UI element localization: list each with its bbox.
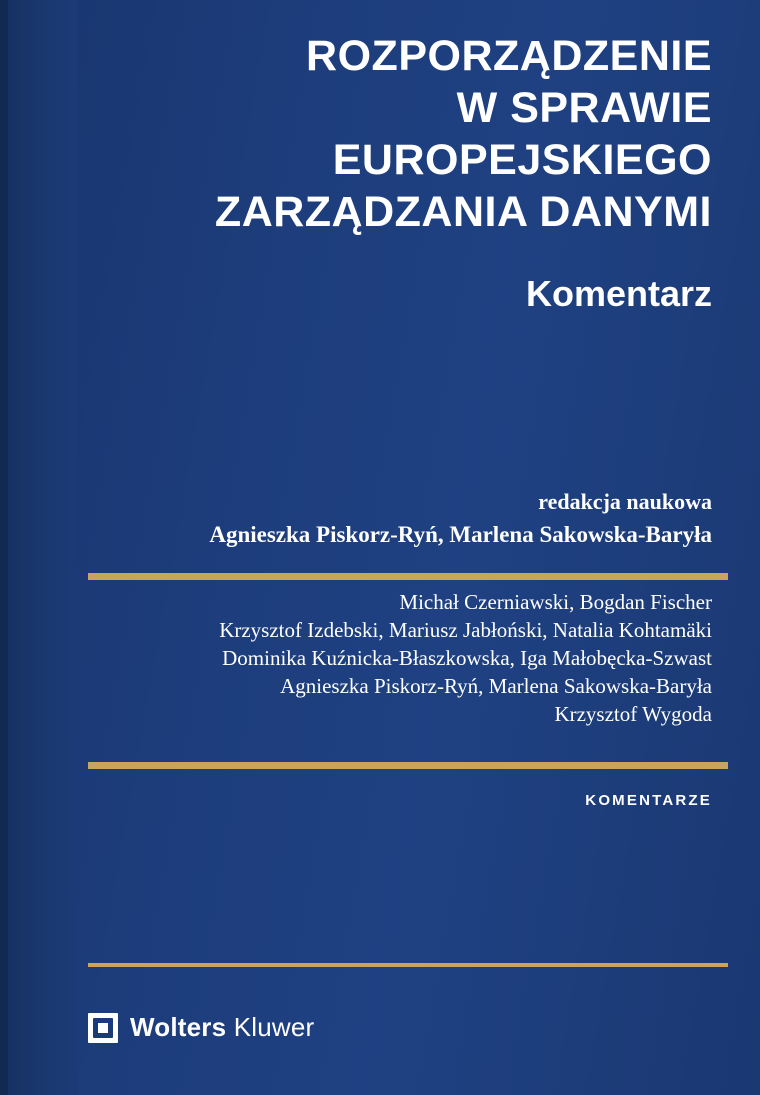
gold-rule-top xyxy=(88,573,728,580)
spine-edge xyxy=(0,0,8,1095)
author-line: Michał Czerniawski, Bogdan Fischer xyxy=(399,590,712,614)
authors-block xyxy=(78,588,738,728)
series-label: KOMENTARZE xyxy=(585,792,712,809)
editors-block xyxy=(78,487,738,551)
publisher-name xyxy=(130,1012,314,1043)
publisher-name-first: Wolters xyxy=(130,1012,227,1042)
publisher-name-second: Kluwer xyxy=(233,1012,315,1042)
publisher-logo xyxy=(88,1012,314,1043)
title-line-4: ZARZĄDZANIA DANYMI xyxy=(214,188,712,236)
author-line: Dominika Kuźnicka-Błaszkowska, Iga Małobęcka-Szwast xyxy=(222,646,712,670)
title-line-3: EUROPEJSKIEGO xyxy=(332,136,712,184)
book-subtitle: Komentarz xyxy=(525,273,712,314)
title-line-2: W SPRAWIE xyxy=(456,84,712,132)
editors-role-label: redakcja naukowa xyxy=(538,489,712,514)
author-line: Agnieszka Piskorz-Ryń, Marlena Sakowska-Baryła xyxy=(280,674,712,698)
book-title xyxy=(78,30,738,316)
gold-rule-middle xyxy=(88,762,728,769)
gold-rule-bottom xyxy=(88,963,728,967)
author-line: Krzysztof Wygoda xyxy=(554,702,712,726)
author-line: Krzysztof Izdebski, Mariusz Jabłoński, Natalia Kohtamäki xyxy=(219,618,712,642)
editors-names: Agnieszka Piskorz-Ryń, Marlena Sakowska-Baryła xyxy=(209,522,712,547)
title-line-1: ROZPORZĄDZENIE xyxy=(306,32,712,80)
wolters-kluwer-logo-icon xyxy=(88,1013,118,1043)
left-decorative-band xyxy=(0,0,78,1095)
